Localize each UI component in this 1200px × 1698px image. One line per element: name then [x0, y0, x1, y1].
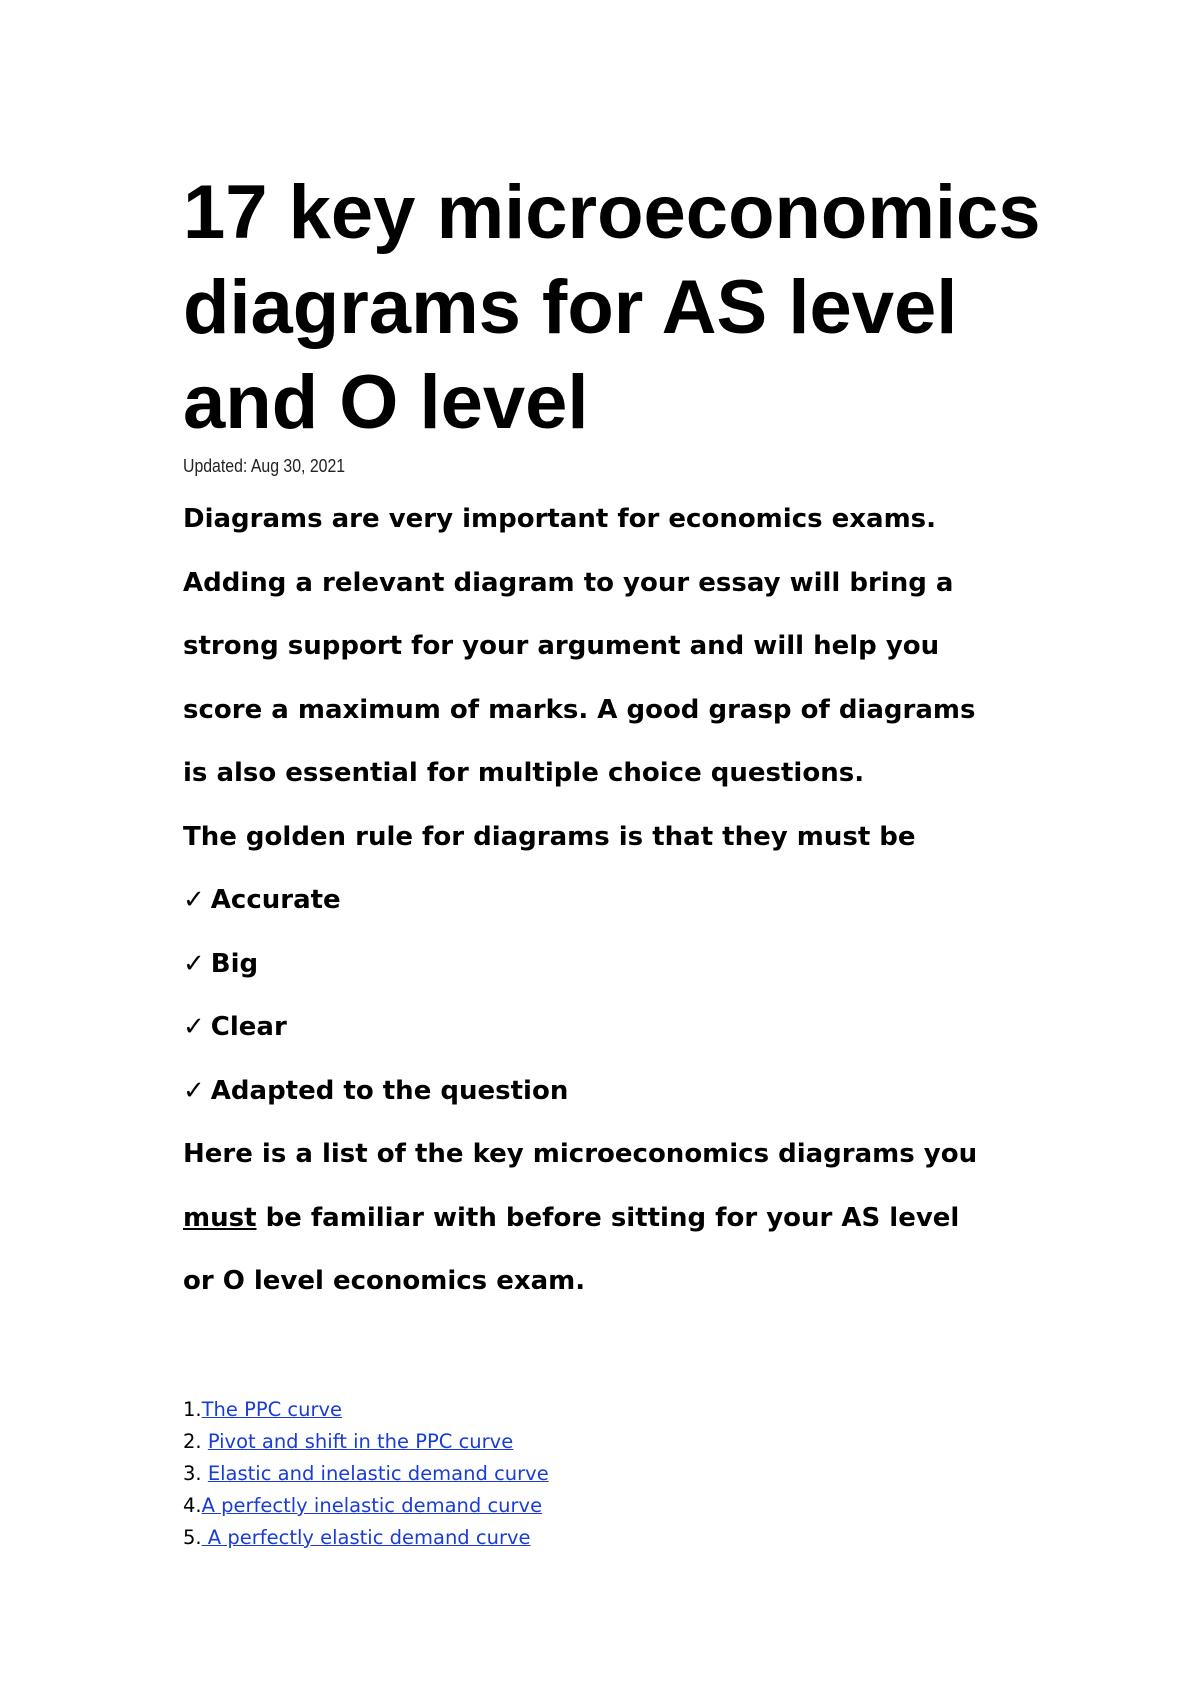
list-number: 1.	[183, 1398, 202, 1421]
list-item	[183, 1490, 549, 1522]
document-page	[183, 165, 1083, 1314]
checkmark-icon: ✓	[183, 948, 205, 979]
link-elastic-inelastic-demand[interactable]: Elastic and inelastic demand curve	[207, 1462, 549, 1485]
list-item	[183, 1458, 549, 1490]
title-line: and O level	[183, 360, 589, 445]
checklist-item	[183, 933, 1083, 997]
title-line: diagrams for AS level	[183, 265, 958, 350]
list-intro-rest: be familiar with before sitting for your AS level	[256, 1202, 960, 1233]
link-perfectly-elastic-demand[interactable]: A perfectly elastic demand curve	[201, 1526, 531, 1549]
golden-rule: The golden rule for diagrams is that they must be	[183, 821, 916, 852]
checklist-label: Adapted to the question	[210, 1075, 569, 1106]
list-number: 2.	[183, 1430, 208, 1453]
link-ppc-curve[interactable]: The PPC curve	[201, 1398, 343, 1421]
list-item	[183, 1394, 549, 1426]
intro-line: score a maximum of marks. A good grasp of diagrams	[183, 694, 976, 725]
list-intro-line	[183, 1187, 1083, 1251]
updated-date: Updated: Aug 30, 2021	[183, 456, 346, 476]
page-title	[183, 165, 1083, 450]
link-perfectly-inelastic-demand[interactable]: A perfectly inelastic demand curve	[201, 1494, 543, 1517]
checklist-item	[183, 869, 1083, 933]
list-item	[183, 1426, 549, 1458]
checkmark-icon: ✓	[183, 1075, 205, 1106]
list-number: 3.	[183, 1462, 208, 1485]
checklist-label: Clear	[210, 1012, 287, 1042]
list-intro-line: Here is a list of the key microeconomics diagrams you	[183, 1139, 978, 1169]
must-emphasis: must	[183, 1202, 257, 1233]
checklist-item	[183, 996, 1083, 1060]
list-item	[183, 1522, 549, 1554]
checklist-label: Accurate	[210, 885, 341, 915]
list-number: 4.	[183, 1494, 202, 1517]
checklist-item	[183, 1060, 1083, 1124]
intro-line: strong support for your argument and will help you	[183, 631, 940, 661]
checklist-label: Big	[210, 948, 259, 979]
diagram-link-list	[183, 1394, 549, 1554]
intro-line: Adding a relevant diagram to your essay will bring a	[183, 567, 954, 598]
intro-line: is also essential for multiple choice questions.	[183, 758, 865, 788]
list-intro-line: or O level economics exam.	[183, 1266, 586, 1296]
intro-line: Diagrams are very important for economics exams.	[183, 504, 937, 534]
checkmark-icon: ✓	[183, 885, 205, 915]
title-line: 17 key microeconomics	[183, 170, 1041, 255]
list-number: 5.	[183, 1526, 202, 1549]
link-pivot-shift-ppc[interactable]: Pivot and shift in the PPC curve	[207, 1430, 514, 1453]
checkmark-icon: ✓	[183, 1012, 205, 1042]
article-body	[183, 488, 1083, 1314]
